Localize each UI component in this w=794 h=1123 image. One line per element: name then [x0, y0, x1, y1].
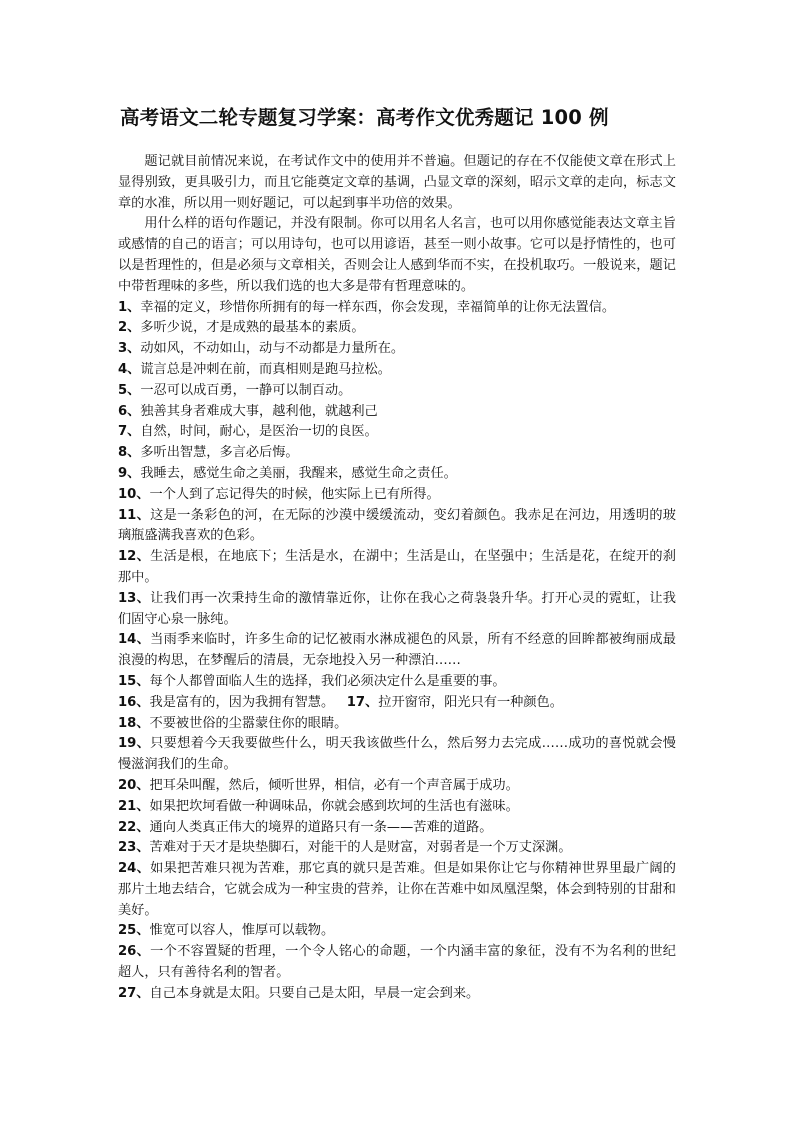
item-number: 8、	[118, 445, 141, 461]
item-number: 21、	[118, 798, 150, 814]
list-item	[118, 298, 676, 319]
item-text: 多听出智慧，多言必后悔。	[140, 445, 299, 461]
list-item	[118, 734, 676, 776]
list-item	[118, 714, 676, 735]
item-text: 只要想着今天我要做些什么，明天我该做些什么，然后努力去完成……成功的喜悦就会慢慢滋润我们的生命。	[118, 736, 676, 773]
item-number: 19、	[118, 736, 151, 752]
inline-gap	[334, 695, 347, 710]
item-number: 5、	[118, 382, 141, 398]
item-text: 这是一条彩色的河，在无际的沙漠中缓缓流动，变幻着颜色。我赤足在河边，用透明的玻璃瓶盛满我喜欢的色彩。	[118, 507, 676, 544]
item-text: 一个人到了忘记得失的时候，他实际上已有所得。	[149, 486, 440, 502]
item-text: 自己本身就是太阳。只要自己是太阳，早晨一定会到来。	[149, 985, 480, 1001]
item-text: 惟宽可以容人，惟厚可以载物。	[149, 923, 335, 939]
list-item	[118, 942, 676, 984]
item-text: 不要被世俗的尘嚣蒙住你的眼睛。	[149, 715, 348, 731]
list-item	[118, 672, 676, 693]
item-number: 22、	[118, 819, 150, 835]
list-item	[118, 485, 676, 506]
list-item	[118, 339, 676, 360]
item-number: 17、	[346, 694, 379, 710]
list-item	[118, 921, 676, 942]
intro-paragraph: 用什么样的语句作题记，并没有限制。你可以用名人名言，也可以用你感觉能表达文章主旨或感情的自己的语言；可以用诗句，也可以用谚语，甚至一则小故事。它可以是抒情性的，也可以是哲理性的，但是必须与文章相关，否则会让人感到华而不实，在投机取巧。一般说来，题记中带哲理味的多些，所以我们选的也大多是带有哲理意味的。	[118, 216, 676, 294]
item-number: 11、	[118, 507, 151, 523]
list-item	[118, 547, 676, 589]
item-number: 20、	[118, 777, 150, 793]
item-number: 10、	[118, 486, 150, 502]
item-text: 我睡去，感觉生命之美丽，我醒来，感觉生命之责任。	[140, 465, 457, 481]
item-number: 4、	[118, 361, 141, 377]
list-item	[118, 630, 676, 672]
item-number: 25、	[118, 923, 150, 939]
list-item	[118, 464, 676, 485]
item-text: 把耳朵叫醒，然后，倾听世界，相信，必有一个声音属于成功。	[149, 777, 519, 793]
item-number: 3、	[118, 341, 141, 357]
item-text: 当雨季来临时，许多生命的记忆被雨水淋成褪色的风景，所有不经意的回眸都被绚丽成最浪漫的构思，在梦醒后的清晨，无奈地投入另一种漂泊……	[118, 632, 676, 669]
epigraph-list	[118, 298, 676, 1005]
item-number: 1、	[118, 299, 141, 315]
item-text: 独善其身者难成大事，越利他，就越利己	[140, 403, 378, 419]
item-number: 16、	[118, 694, 150, 710]
item-number: 9、	[118, 465, 141, 481]
item-number: 13、	[118, 590, 151, 606]
list-item	[118, 589, 676, 631]
list-item	[118, 318, 676, 339]
item-number: 26、	[118, 944, 151, 960]
list-item	[118, 797, 676, 818]
list-item	[118, 984, 676, 1005]
item-text: 自然，时间，耐心，是医治一切的良医。	[140, 424, 378, 440]
item-text: 我是富有的，因为我拥有智慧。	[149, 694, 335, 710]
item-text: 动如风，不动如山，动与不动都是力量所在。	[140, 341, 405, 357]
list-item	[118, 818, 676, 839]
item-number: 12、	[118, 549, 151, 565]
item-number: 18、	[118, 715, 150, 731]
list-item	[118, 402, 676, 423]
list-item	[118, 776, 676, 797]
page-title: 高考语文二轮专题复习学案：高考作文优秀题记 100 例	[120, 106, 609, 129]
item-number: 6、	[118, 403, 141, 419]
item-number: 27、	[118, 985, 150, 1001]
item-text: 拉开窗帘，阳光只有一种颜色。	[378, 694, 563, 710]
item-text: 谎言总是冲刺在前，而真相则是跑马拉松。	[140, 361, 391, 377]
item-text: 一个不容置疑的哲理，一个令人铭心的命题，一个内涵丰富的象征，没有不为名利的世纪超人，只有善待名利的智者。	[118, 944, 676, 981]
item-text: 多听少说，才是成熟的最基本的素质。	[140, 320, 365, 336]
item-number: 7、	[118, 424, 141, 440]
list-item	[118, 838, 676, 859]
item-text: 幸福的定义，珍惜你所拥有的每一样东西，你会发现，幸福简单的让你无法置信。	[140, 299, 616, 315]
intro-paragraph: 题记就目前情况来说，在考试作文中的使用并不普遍。但题记的存在不仅能使文章在形式上显得别致，更具吸引力，而且它能奠定文章的基调，凸显文章的深刻，昭示文章的走向，标志文章的水准，所以用一则好题记，可以起到事半功倍的效果。	[118, 154, 676, 211]
item-number: 2、	[118, 320, 141, 336]
item-number: 23、	[118, 840, 150, 856]
item-number: 24、	[118, 861, 151, 877]
list-item	[118, 422, 676, 443]
item-text: 一忍可以成百勇，一静可以制百动。	[140, 382, 352, 398]
intro-section	[118, 152, 676, 298]
list-item	[118, 693, 676, 714]
item-text: 让我们再一次秉持生命的激情靠近你，让你在我心之荷袅袅升华。打开心灵的霓虹，让我们固守心泉一脉纯。	[118, 590, 676, 627]
item-text: 通向人类真正伟大的境界的道路只有一条——苦难的道路。	[149, 819, 493, 835]
list-item	[118, 381, 676, 402]
item-text: 苦难对于天才是块垫脚石，对能干的人是财富，对弱者是一个万丈深渊。	[149, 840, 572, 856]
list-item	[118, 443, 676, 464]
item-number: 14、	[118, 632, 151, 648]
list-item	[118, 859, 676, 921]
item-text: 每个人都曾面临人生的选择，我们必须决定什么是重要的事。	[149, 673, 506, 689]
item-number: 15、	[118, 673, 150, 689]
list-item	[118, 506, 676, 548]
list-item	[118, 360, 676, 381]
item-text: 如果把苦难只视为苦难，那它真的就只是苦难。但是如果你让它与你精神世界里最广阔的那片土地去结合，它就会成为一种宝贵的营养，让你在苦难中如凤凰涅槃，体会到特别的甘甜和美好。	[118, 861, 676, 918]
item-text: 如果把坎坷看做一种调味品，你就会感到坎坷的生活也有滋味。	[149, 798, 519, 814]
item-text: 生活是根，在地底下；生活是水，在湖中；生活是山，在坚强中；生活是花，在绽开的刹那中。	[118, 549, 676, 585]
